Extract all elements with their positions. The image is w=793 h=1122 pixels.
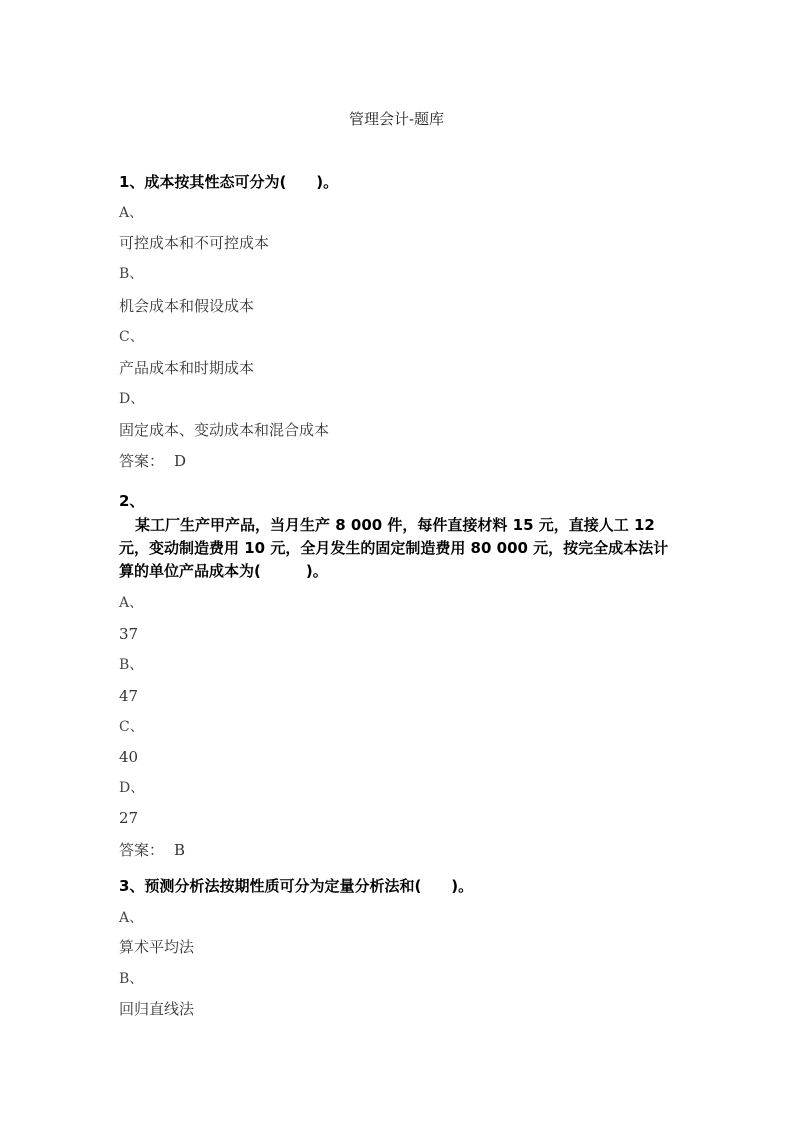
question-2-option-a-text: 37 xyxy=(119,625,139,643)
question-2-answer xyxy=(119,840,185,860)
answer-label: 答案： xyxy=(119,452,165,470)
question-2-text: 某工厂生产甲产品，当月生产 8 000 件，每件直接材料 15 元，直接人工 12 元，变动制造费用 10 元，全月发生的固定制造费用 80 000 元，按完全成本法计算的单位产品成本为( )。 xyxy=(119,516,669,580)
question-2-option-b-text: 47 xyxy=(119,687,139,705)
question-2-option-c-text: 40 xyxy=(119,748,139,766)
question-3-option-a-text: 算术平均法 xyxy=(119,938,195,956)
document-title: 管理会计-题库 xyxy=(348,110,445,128)
answer-label: 答案： xyxy=(119,841,165,859)
answer-value: D xyxy=(174,452,187,470)
question-1-option-a-text: 可控成本和不可控成本 xyxy=(119,234,270,252)
question-3-text: 3、预测分析法按期性质可分为定量分析法和( )。 xyxy=(119,877,474,895)
question-3-option-b-label: B、 xyxy=(119,971,144,987)
answer-value: B xyxy=(174,841,186,859)
question-2-option-c-label: C、 xyxy=(119,719,144,735)
question-1-answer xyxy=(119,451,186,471)
question-1-option-b-text: 机会成本和假设成本 xyxy=(119,297,255,315)
question-3-option-b-text: 回归直线法 xyxy=(119,1000,195,1018)
question-2-number: 2、 xyxy=(119,492,145,510)
question-1-option-b-label: B、 xyxy=(119,266,144,282)
question-1-option-a-label: A、 xyxy=(119,205,144,221)
question-2-option-b-label: B、 xyxy=(119,657,144,673)
question-2-option-d-text: 27 xyxy=(119,809,139,827)
question-2-option-d-label: D、 xyxy=(119,780,145,796)
question-1-option-c-label: C、 xyxy=(119,329,144,345)
question-2-option-a-label: A、 xyxy=(119,595,144,611)
question-1-option-d-text: 固定成本、变动成本和混合成本 xyxy=(119,421,330,439)
question-1-option-d-label: D、 xyxy=(119,391,145,407)
question-1-option-c-text: 产品成本和时期成本 xyxy=(119,359,255,377)
question-3-option-a-label: A、 xyxy=(119,910,144,926)
question-1-text: 1、成本按其性态可分为( )。 xyxy=(119,173,339,191)
